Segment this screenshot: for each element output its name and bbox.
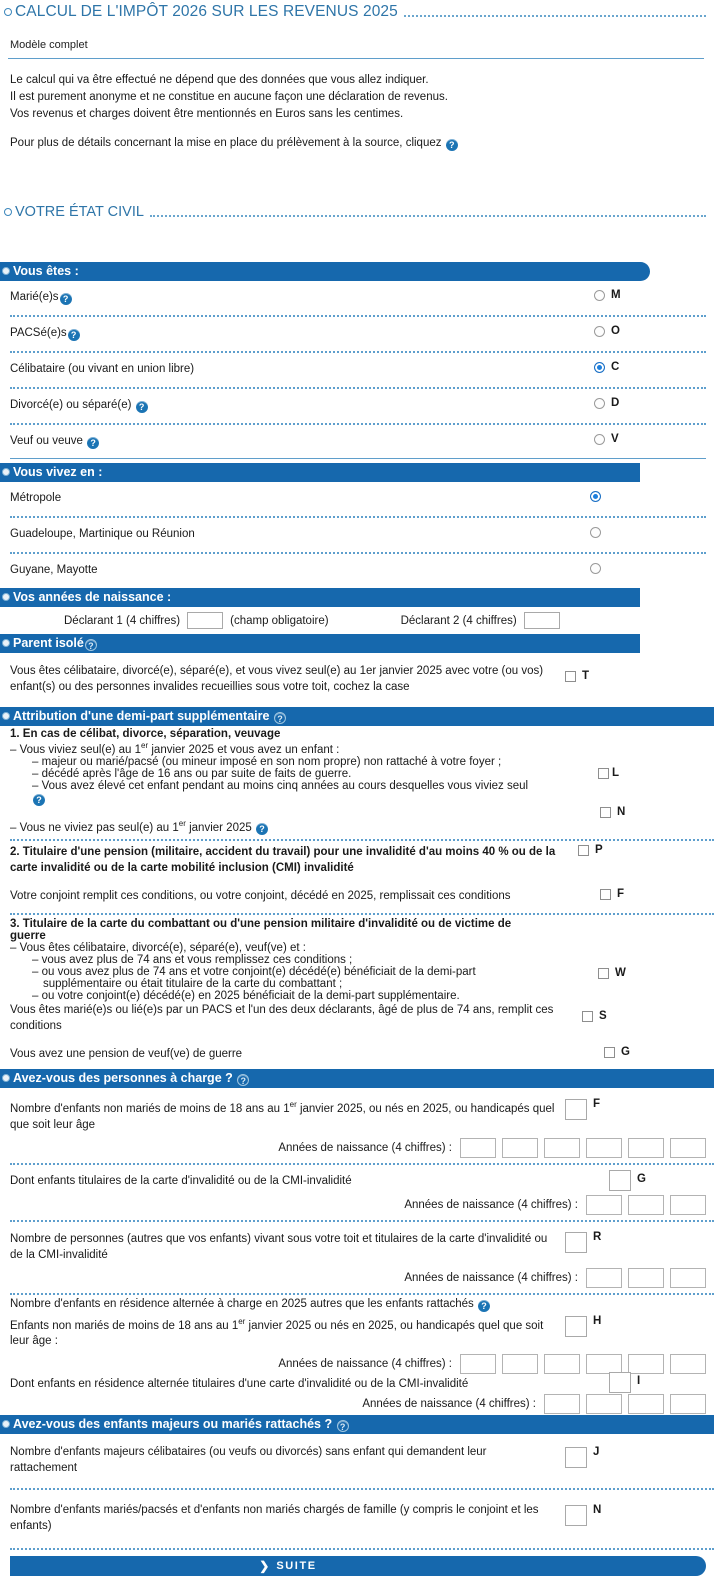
field-code: R — [593, 1230, 602, 1243]
option-label: Guyane, Mayotte — [10, 564, 98, 577]
option-row-divorce — [0, 389, 714, 423]
checkbox-L[interactable] — [598, 768, 609, 779]
row-text: Nombre d'enfants non mariés de moins de 18 ans au 1er janvier 2025, ou nés en 2025, ou handicapés quel que soit leur âge — [10, 1100, 555, 1132]
suite-button[interactable] — [10, 1556, 706, 1576]
suite-button-label: SUITE — [276, 1559, 317, 1572]
subtitle-rule — [8, 58, 704, 59]
help-icon-personnes-charge[interactable]: ? — [237, 1074, 249, 1086]
declarant-row — [0, 607, 714, 634]
bar-label: Vous vivez en : — [13, 465, 103, 480]
field-code: H — [593, 1314, 602, 1327]
checkbox-code: T — [582, 670, 590, 683]
help-icon-enfants-rattaches[interactable]: ? — [337, 1420, 349, 1432]
bar-label: Parent isolé — [13, 636, 84, 651]
checkbox-G-pension[interactable] — [604, 1047, 615, 1058]
option-label: Divorcé(e) ou séparé(e) — [10, 398, 132, 411]
option-code: V — [611, 432, 619, 445]
field-code: F — [593, 1098, 601, 1111]
item2-title-line2: de la carte invalidité ou de la carte mobilité inclusion (CMI) invalidité — [10, 846, 556, 875]
year-input[interactable] — [628, 1394, 664, 1414]
rattache-row-J — [0, 1434, 714, 1488]
option-row-pacse — [0, 317, 714, 351]
item3-sub2b: supplémentaire ou était titulaire de la carte du combattant ; — [43, 977, 343, 990]
item3-sub2: – ou vous avez plus de 74 ans et votre conjoint(e) décédé(e) bénéficiait de la demi-part — [32, 965, 476, 978]
row-text: Dont enfants en résidence alternée titulaires d'une carte d'invalidité ou de la CMI-invalidité — [10, 1378, 469, 1391]
chevron-right-icon: ❯ — [259, 1558, 270, 1573]
declarant2-input[interactable] — [524, 612, 560, 629]
checkbox-N[interactable] — [600, 807, 611, 818]
declarant1-label: Déclarant 1 (4 chiffres) — [64, 614, 181, 627]
bullet-icon — [2, 468, 10, 476]
bar-label: Vous êtes : — [13, 264, 79, 279]
checkbox-F-conjoint[interactable] — [600, 889, 611, 900]
section-header-parent-isole — [0, 634, 640, 653]
years-line-F — [0, 1136, 714, 1163]
item3b-text: Vous êtes marié(e)s ou lié(e)s par un PACS et l'un des deux déclarants, âgé de plus de 74 ans, remplit ces conditions — [10, 1003, 554, 1032]
help-icon-alternee[interactable]: ? — [478, 1300, 490, 1312]
bullet-icon — [2, 1420, 10, 1428]
item1-sub1: – majeur ou marié/pacsé (ou mineur imposé en son nom propre) non rattaché à votre foyer ; — [32, 755, 502, 768]
section-title: VOTRE ÉTAT CIVIL — [15, 203, 144, 220]
radio-celibataire[interactable] — [594, 362, 605, 373]
year-input[interactable] — [586, 1138, 622, 1158]
item3-lead: – Vous êtes célibataire, divorcé(e), séparé(e), veuf(ve) et : — [10, 941, 306, 954]
help-icon-demi-part[interactable]: ? — [274, 712, 286, 724]
checkbox-code: G — [621, 1045, 630, 1058]
input-F[interactable] — [565, 1099, 587, 1120]
demi-part-item2 — [0, 841, 714, 881]
row-text: Dont enfants titulaires de la carte d'invalidité ou de la CMI-invalidité — [10, 1174, 352, 1187]
radio-guadeloupe[interactable] — [590, 527, 601, 538]
year-input[interactable] — [544, 1394, 580, 1414]
item3c-text: Vous avez une pension de veuf(ve) de guerre — [10, 1047, 243, 1060]
row-text: Nombre d'enfants mariés/pacsés et d'enfants non mariés chargés de famille (y compris le conjoint et les enfants) — [10, 1503, 539, 1532]
radio-marie[interactable] — [594, 290, 605, 301]
bar-label: Vos années de naissance : — [13, 590, 172, 605]
option-code: M — [611, 289, 621, 302]
option-label: Métropole — [10, 492, 62, 505]
alternee-intro — [0, 1295, 714, 1312]
section-header-vous-vivez-en — [0, 463, 640, 482]
year-input[interactable] — [628, 1195, 664, 1215]
checkbox-code: W — [615, 966, 626, 979]
option-code: O — [611, 325, 620, 338]
year-input[interactable] — [544, 1138, 580, 1158]
demi-part-item1b — [0, 806, 714, 840]
year-input[interactable] — [502, 1354, 538, 1374]
parent-isole-text: Vous êtes célibataire, divorcé(e), séparé(e), et vous vivez seul(e) au 1er janvier 2025 avec votre (ou vos) enfant(s) ou des personnes invalides recueillies sous votre toit, cochez la case — [10, 665, 544, 693]
option-row-metropole — [0, 482, 714, 516]
year-input[interactable] — [502, 1138, 538, 1158]
input-I[interactable] — [609, 1372, 631, 1393]
years-label: Années de naissance (4 chiffres) : — [278, 1141, 452, 1154]
field-code: G — [637, 1172, 646, 1185]
radio-pacse[interactable] — [594, 326, 605, 337]
help-icon-divorce[interactable]: ? — [136, 401, 148, 413]
option-row-marie — [0, 281, 714, 315]
demi-part-item1 — [0, 726, 714, 806]
year-input[interactable] — [670, 1268, 706, 1288]
demi-part-item3 — [0, 915, 714, 1002]
year-input[interactable] — [586, 1268, 622, 1288]
item1-sub2: – décédé après l'âge de 16 ans ou par suite de faits de guerre. — [32, 767, 352, 780]
option-label: PACSé(e)s — [10, 327, 67, 340]
intro-line-1: Le calcul qui va être effectué ne dépend que des données que vous allez indiquer. — [10, 74, 429, 87]
input-J[interactable] — [565, 1447, 587, 1468]
intro-line-4: Pour plus de détails concernant la mise en place du prélèvement à la source, cliquez — [10, 137, 442, 150]
charge-row-G — [0, 1165, 714, 1193]
item1-sub3: – Vous avez élevé cet enfant pendant au moins cinq années au cours desquelles vous viviez seul — [32, 779, 529, 792]
radio-veuf[interactable] — [594, 434, 605, 445]
year-input[interactable] — [670, 1195, 706, 1215]
year-input[interactable] — [670, 1138, 706, 1158]
checkbox-S[interactable] — [582, 1011, 593, 1022]
intro-line-2: Il est purement anonyme et ne constitue en aucune façon une déclaration de revenus. — [10, 90, 448, 103]
checkbox-code: N — [617, 805, 626, 818]
year-input[interactable] — [586, 1354, 622, 1374]
section-header-demi-part — [0, 707, 714, 726]
charge-row-F — [0, 1088, 714, 1136]
years-line-G — [0, 1193, 714, 1220]
year-input[interactable] — [670, 1354, 706, 1374]
radio-divorce[interactable] — [594, 398, 605, 409]
champ-obligatoire-note: (champ obligatoire) — [230, 614, 329, 627]
demi-part-item3c — [0, 1039, 714, 1070]
checkbox-T[interactable] — [565, 671, 576, 682]
option-label: Guadeloupe, Martinique ou Réunion — [10, 528, 195, 541]
section-dotted-rule — [150, 215, 706, 217]
year-input[interactable] — [628, 1138, 664, 1158]
year-input[interactable] — [628, 1354, 664, 1374]
charge-row-I — [0, 1375, 714, 1394]
field-code: I — [637, 1375, 641, 1388]
help-icon-item1[interactable]: ? — [33, 794, 45, 806]
intro-line-3: Vos revenus et charges doivent être mentionnés en Euros sans les centimes. — [10, 107, 404, 120]
item3-sub1: – vous avez plus de 74 ans et vous remplissez ces conditions ; — [32, 953, 353, 966]
rattache-row-N — [0, 1490, 714, 1548]
checkbox-code: S — [599, 1009, 607, 1022]
help-icon-prelevement[interactable]: ? — [446, 139, 458, 151]
bullet-icon — [2, 1074, 10, 1082]
parent-isole-row — [0, 653, 714, 707]
page-title: CALCUL DE L'IMPÔT 2026 SUR LES REVENUS 2025 — [15, 3, 398, 20]
option-code: C — [611, 360, 620, 373]
year-input[interactable] — [460, 1354, 496, 1374]
option-row-guadeloupe — [0, 518, 714, 552]
declarant2-label: Déclarant 2 (4 chiffres) — [400, 614, 517, 627]
section-title-row — [0, 205, 714, 220]
row-text: Nombre de personnes (autres que vos enfants) vivant sous votre toit et titulaires de la carte d'invalidité ou de la CMI-invalidité — [10, 1232, 548, 1261]
model-subtitle: Modèle complet — [10, 39, 88, 52]
checkbox-code: F — [617, 888, 625, 900]
title-dotted-rule — [404, 15, 706, 17]
checkbox-W[interactable] — [598, 968, 609, 979]
bullet-icon — [2, 712, 10, 720]
year-input[interactable] — [460, 1138, 496, 1158]
years-label: Années de naissance (4 chiffres) : — [404, 1198, 578, 1211]
help-icon-veuf[interactable]: ? — [87, 437, 99, 449]
years-label: Années de naissance (4 chiffres) : — [362, 1398, 536, 1411]
year-input[interactable] — [586, 1394, 622, 1414]
option-label: Célibataire (ou vivant en union libre) — [10, 362, 195, 375]
years-label: Années de naissance (4 chiffres) : — [278, 1358, 452, 1371]
bullet-icon — [2, 593, 10, 601]
alternee-intro-text: Nombre d'enfants en résidence alternée à charge en 2025 autres que les enfants rattachés — [10, 1297, 474, 1310]
checkbox-code: P — [595, 844, 603, 857]
item2b-text: Votre conjoint remplit ces conditions, ou votre conjoint, décédé en 2025, remplissait ces conditions — [10, 890, 511, 902]
section-header-enfants-rattaches — [0, 1415, 714, 1434]
declarant1-input[interactable] — [187, 612, 223, 629]
section-header-vous-etes — [0, 262, 650, 281]
item3-title-line1: 3. Titulaire de la carte du combattant ou d'une pension militaire d'invalidité ou de victime de — [10, 917, 512, 930]
bar-label: Avez-vous des enfants majeurs ou mariés rattachés ? — [13, 1417, 333, 1432]
section-header-annees-naissance — [0, 588, 640, 607]
footer — [0, 1556, 714, 1576]
item3-title-line2: guerre — [10, 929, 46, 942]
input-N-rattache[interactable] — [565, 1505, 587, 1526]
intro-line-4-wrap — [10, 135, 714, 152]
input-H[interactable] — [565, 1316, 587, 1337]
checkbox-P[interactable] — [578, 845, 589, 856]
field-code: J — [593, 1446, 600, 1459]
main-title-row — [0, 0, 714, 20]
charge-row-H — [0, 1312, 714, 1353]
years-label: Années de naissance (4 chiffres) : — [404, 1271, 578, 1284]
bar-label: Attribution d'une demi-part supplémentaire — [13, 708, 270, 723]
field-code: N — [593, 1503, 602, 1516]
bullet-icon — [2, 639, 10, 647]
help-icon-marie[interactable]: ? — [60, 293, 72, 305]
year-input[interactable] — [586, 1195, 622, 1215]
year-input[interactable] — [670, 1394, 706, 1414]
radio-metropole[interactable] — [590, 491, 601, 502]
demi-part-item2b — [0, 881, 714, 913]
charge-row-R — [0, 1222, 714, 1266]
bullet-icon — [4, 8, 12, 16]
item1b-text: – Vous ne viviez pas seul(e) au 1er janvier 2025 ? — [10, 818, 600, 837]
row-text: Nombre d'enfants majeurs célibataires (ou veufs ou divorcés) sans enfant qui demandent leur rattachement — [10, 1446, 487, 1475]
checkbox-code: L — [612, 766, 620, 779]
bullet-icon — [2, 267, 10, 275]
section-header-personnes-charge — [0, 1069, 714, 1088]
year-input[interactable] — [544, 1354, 580, 1374]
help-icon-pacse[interactable]: ? — [68, 329, 80, 341]
years-line-H — [0, 1352, 714, 1375]
bar-label: Avez-vous des personnes à charge ? — [13, 1071, 233, 1086]
row-text: Enfants non mariés de moins de 18 ans au 1er janvier 2025 ou nés en 2025, ou handicapés quel que soit leur âge : — [10, 1316, 544, 1348]
years-line-R — [0, 1266, 714, 1293]
year-input[interactable] — [628, 1268, 664, 1288]
item3-sub3: – ou votre conjoint(e) décédé(e) en 2025 bénéficiait de la demi-part supplémentaire. — [32, 989, 460, 1002]
item1-title: 1. En cas de célibat, divorce, séparation, veuvage — [10, 727, 281, 740]
item1-lead: – Vous viviez seul(e) au 1er janvier 2025 et vous avez un enfant : — [10, 740, 340, 756]
option-row-veuf — [0, 425, 714, 459]
separator — [10, 1548, 714, 1550]
bullet-icon — [4, 208, 12, 216]
option-row-celibataire — [0, 353, 714, 387]
help-icon-parent-isole[interactable]: ? — [85, 639, 97, 651]
input-G[interactable] — [609, 1170, 631, 1191]
option-label: Marié(e)s — [10, 291, 59, 304]
demi-part-item3b — [0, 1002, 714, 1039]
separator — [10, 458, 706, 459]
radio-guyane[interactable] — [590, 563, 601, 574]
intro-text — [10, 72, 714, 152]
input-R[interactable] — [565, 1232, 587, 1253]
years-line-I — [0, 1394, 714, 1415]
option-label: Veuf ou veuve — [10, 434, 83, 447]
option-row-guyane — [0, 554, 714, 588]
option-code: D — [611, 396, 620, 409]
item2-title-line1: 2. Titulaire d'une pension (militaire, accident du travail) pour une invalidité d'au moins 40 % ou — [10, 846, 526, 859]
help-icon-item1b[interactable]: ? — [256, 823, 268, 835]
